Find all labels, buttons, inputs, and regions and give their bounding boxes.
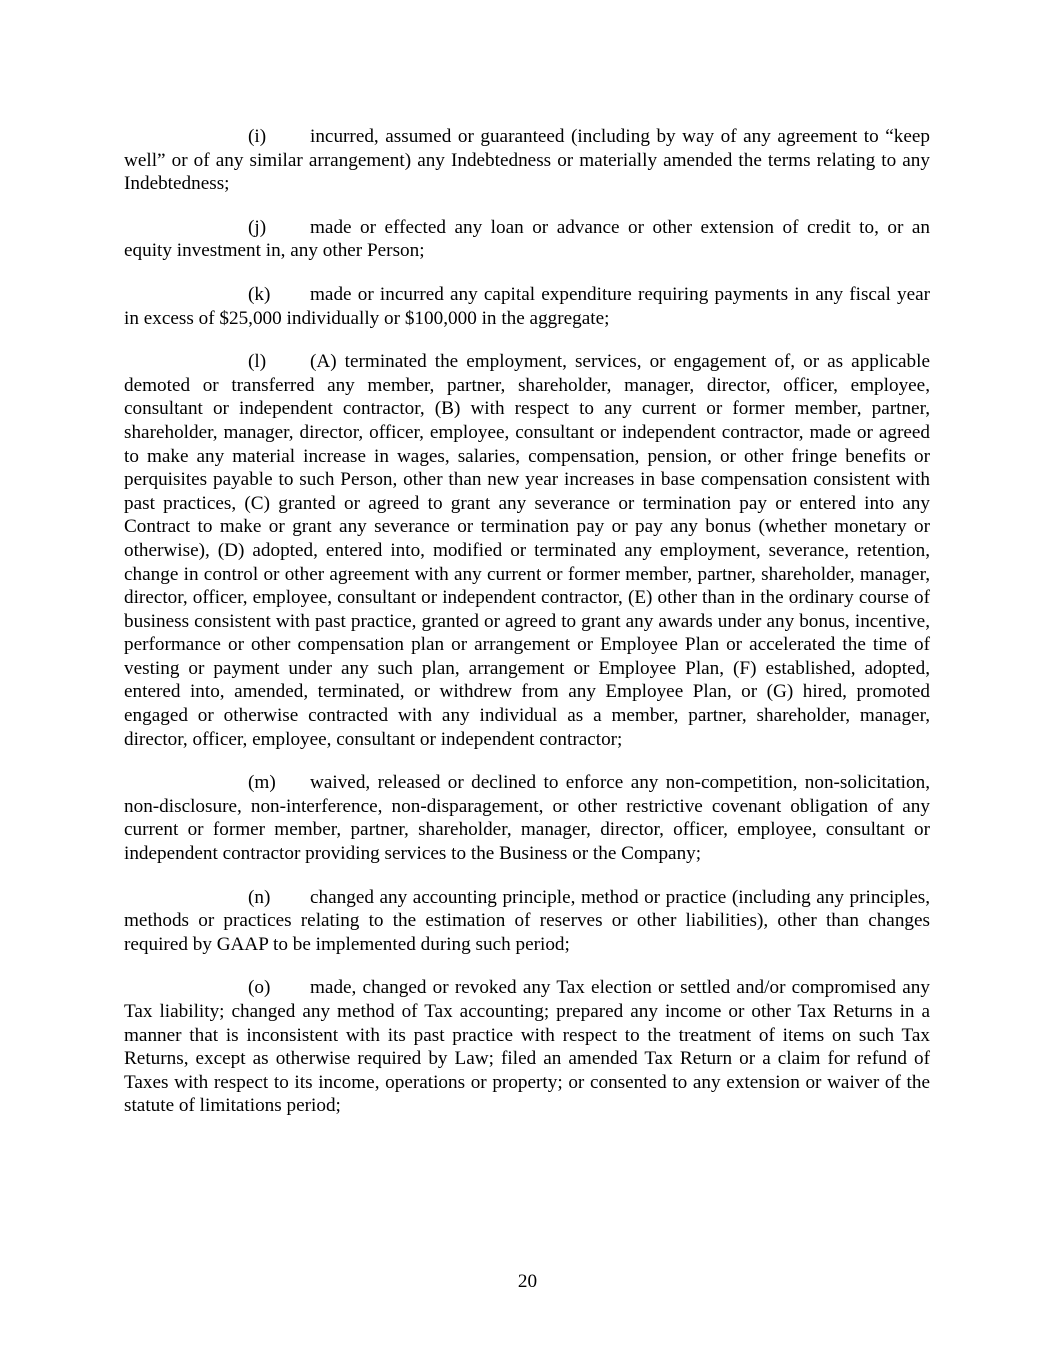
document-body	[124, 125, 930, 1118]
clause-m	[124, 771, 930, 865]
clause-text: made, changed or revoked any Tax election or settled and/or compromised any Tax liability; changed any method of Tax accounting; prepared any income or other Tax Returns in a manner that is inconsistent with its past practice with respect to the treatment of items on such Tax Returns, except as otherwise required by Law; filed an amended Tax Return or a claim for refund of Taxes with respect to its income, operations or property; or consented to any extension or waiver of the statute of limitations period;	[124, 977, 930, 1117]
clause-j	[124, 216, 930, 263]
clause-l	[124, 350, 930, 751]
clause-marker: (o)	[248, 977, 271, 999]
clause-n	[124, 886, 930, 957]
clause-text: incurred, assumed or guaranteed (including by way of any agreement to “keep well” or of any similar arrangement) any Indebtedness or materially amended the terms relating to any Indebtedness;	[124, 126, 930, 195]
clause-text: made or effected any loan or advance or other extension of credit to, or an equity investment in, any other Person;	[124, 216, 930, 262]
clause-marker: (i)	[248, 126, 267, 147]
clause-marker: (m)	[248, 772, 276, 794]
clause-marker: (j)	[248, 216, 267, 238]
clause-i	[124, 125, 930, 196]
clause-text: (A) terminated the employment, services, or engagement of, or as applicable demoted or transferred any member, partner, shareholder, manager, director, officer, employee, consultant or independent contractor, (B) with respect to any current or former member, partner, shareholder, manager, director, officer, employee, consultant or independent contractor, made or agreed to make any material increase in wages, salaries, compensation, pension, or other fringe benefits or perquisites payable to such Person, other than new year increases in base compensation consistent with past practices, (C) granted or agreed to grant any severance or termination pay or entered into any Contract to make or grant any severance or termination pay or pay any bonus (whether monetary or otherwise), (D) adopted, entered into, modified or terminated any employment, severance, retention, change in control or other agreement with any current or former member, partner, shareholder, manager, director, officer, employee, consultant or independent contractor, (E) other than in the ordinary course of business consistent with past practice, granted or agreed to grant any awards under any bonus, incentive, performance or other compensation plan or arrangement or Employee Plan or accelerated the time of vesting or payment under any such plan, arrangement or Employee Plan, (F) established, adopted, entered into, amended, terminated, or withdrew from any Employee Plan, or (G) hired, promoted engaged or otherwise contracted with any individual as a member, partner, shareholder, manager, director, officer, employee, consultant or independent contractor;	[124, 351, 930, 750]
clause-text: changed any accounting principle, method or practice (including any principles, methods or practices relating to the estimation of reserves or other liabilities), other than changes required by GAAP to be implemented during such period;	[124, 886, 930, 955]
clause-text: made or incurred any capital expenditure requiring payments in any fiscal year in excess of $25,000 individually or $100,000 in the aggregate;	[124, 283, 930, 329]
page-number: 20	[517, 1271, 538, 1292]
clause-text: waived, released or declined to enforce any non-competition, non-solicitation, non-disclosure, non-interference, non-disparagement, or other restrictive covenant obligation of any current or former member, partner, shareholder, manager, director, officer, employee, consultant or independent contractor providing services to the Business or the Company;	[124, 772, 930, 865]
clause-marker: (l)	[248, 351, 267, 373]
clause-marker: (k)	[248, 283, 271, 305]
clause-o	[124, 976, 930, 1118]
clause-k	[124, 283, 930, 330]
clause-marker: (n)	[248, 886, 271, 908]
